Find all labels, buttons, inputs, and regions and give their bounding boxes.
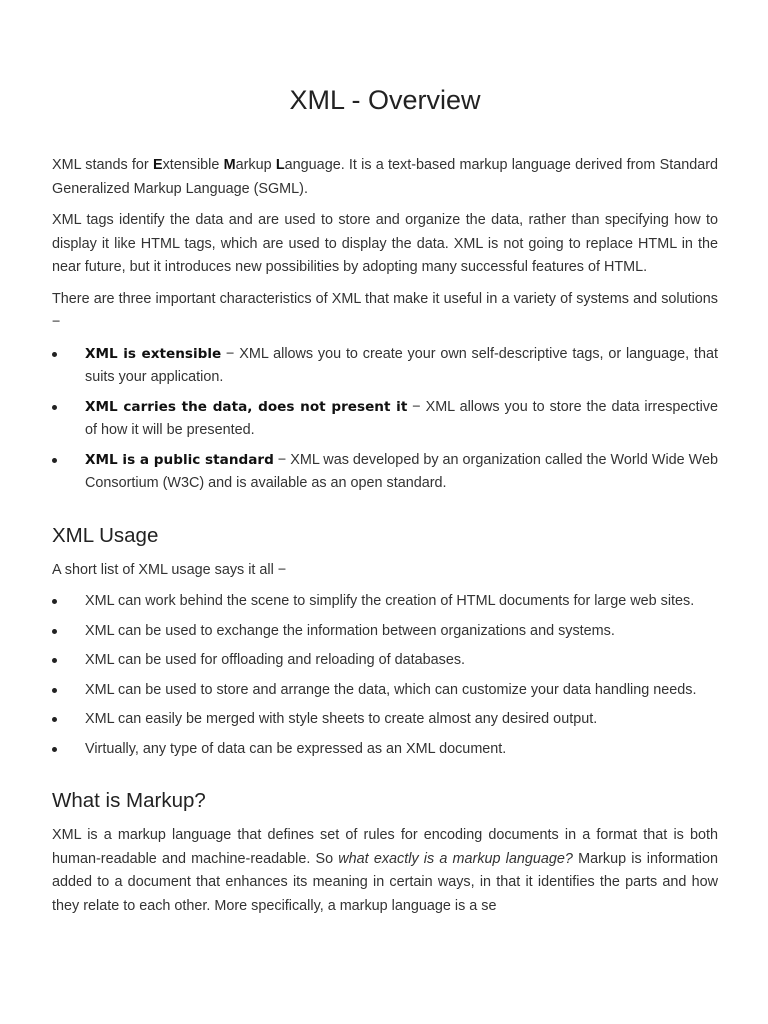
acronym-letter-l: L <box>275 157 285 173</box>
list-item: XML can easily be merged with style sheets to create almost any desired output. <box>52 708 718 732</box>
markup-paragraph: XML is a markup language that defines set of rules for encoding documents in a format that is both human-readable and machine-readable. So what exactly is a markup language? Markup is information added to a document that enhances its meaning in certain ways, in that it identifies the parts and how they relate to each other. More specifically, a markup language is a se <box>52 827 718 914</box>
page-title: XML - Overview <box>289 85 481 115</box>
characteristics-list <box>52 343 718 496</box>
list-item: XML is extensible − XML allows you to create your own self-descriptive tags, or language, that suits your application. <box>52 343 718 390</box>
bullet-icon <box>52 747 57 752</box>
markup-question: what exactly is a markup language? <box>338 850 573 867</box>
list-item: Virtually, any type of data can be expressed as an XML document. <box>52 738 718 762</box>
usage-list <box>52 590 718 761</box>
list-item: XML can be used to exchange the information between organizations and systems. <box>52 620 718 644</box>
intro-paragraph-1: XML stands for Extensible Markup Language. It is a text-based markup language derived from Standard Generalized Markup Language (SGML). <box>52 157 719 197</box>
section-heading-usage: XML Usage <box>52 523 159 547</box>
usage-intro: A short list of XML usage says it all − <box>52 561 287 578</box>
bullet-icon <box>52 405 57 410</box>
bullet-icon <box>52 629 57 634</box>
list-item: XML carries the data, does not present it − XML allows you to store the data irrespective of how it will be presented. <box>52 396 718 443</box>
intro-paragraph-3: There are three important characteristics of XML that make it useful in a variety of systems and solutions − <box>52 290 718 330</box>
bullet-icon <box>52 717 57 722</box>
list-item: XML can be used for offloading and reloading of databases. <box>52 649 718 673</box>
bullet-icon <box>52 658 57 663</box>
acronym-letter-e: E <box>152 157 163 173</box>
section-heading-markup: What is Markup? <box>52 789 206 812</box>
acronym-letter-m: M <box>223 157 236 173</box>
bullet-icon <box>52 688 57 693</box>
bullet-icon <box>52 599 57 604</box>
list-item: XML can work behind the scene to simplify the creation of HTML documents for large web sites. <box>52 590 718 614</box>
list-item: XML is a public standard − XML was developed by an organization called the World Wide Web Consortium (W3C) and is available as an open standard. <box>52 449 718 496</box>
bullet-icon <box>52 458 57 463</box>
list-item: XML can be used to store and arrange the data, which can customize your data handling needs. <box>52 679 718 703</box>
bullet-icon <box>52 352 57 357</box>
document-page <box>52 80 718 926</box>
intro-paragraph-2: XML tags identify the data and are used to store and organize the data, rather than specifying how to display it like HTML tags, which are used to display the data. XML is not going to replace HTML in the near future, but it introduces new possibilities by adopting many successful features of HTML. <box>52 212 718 275</box>
